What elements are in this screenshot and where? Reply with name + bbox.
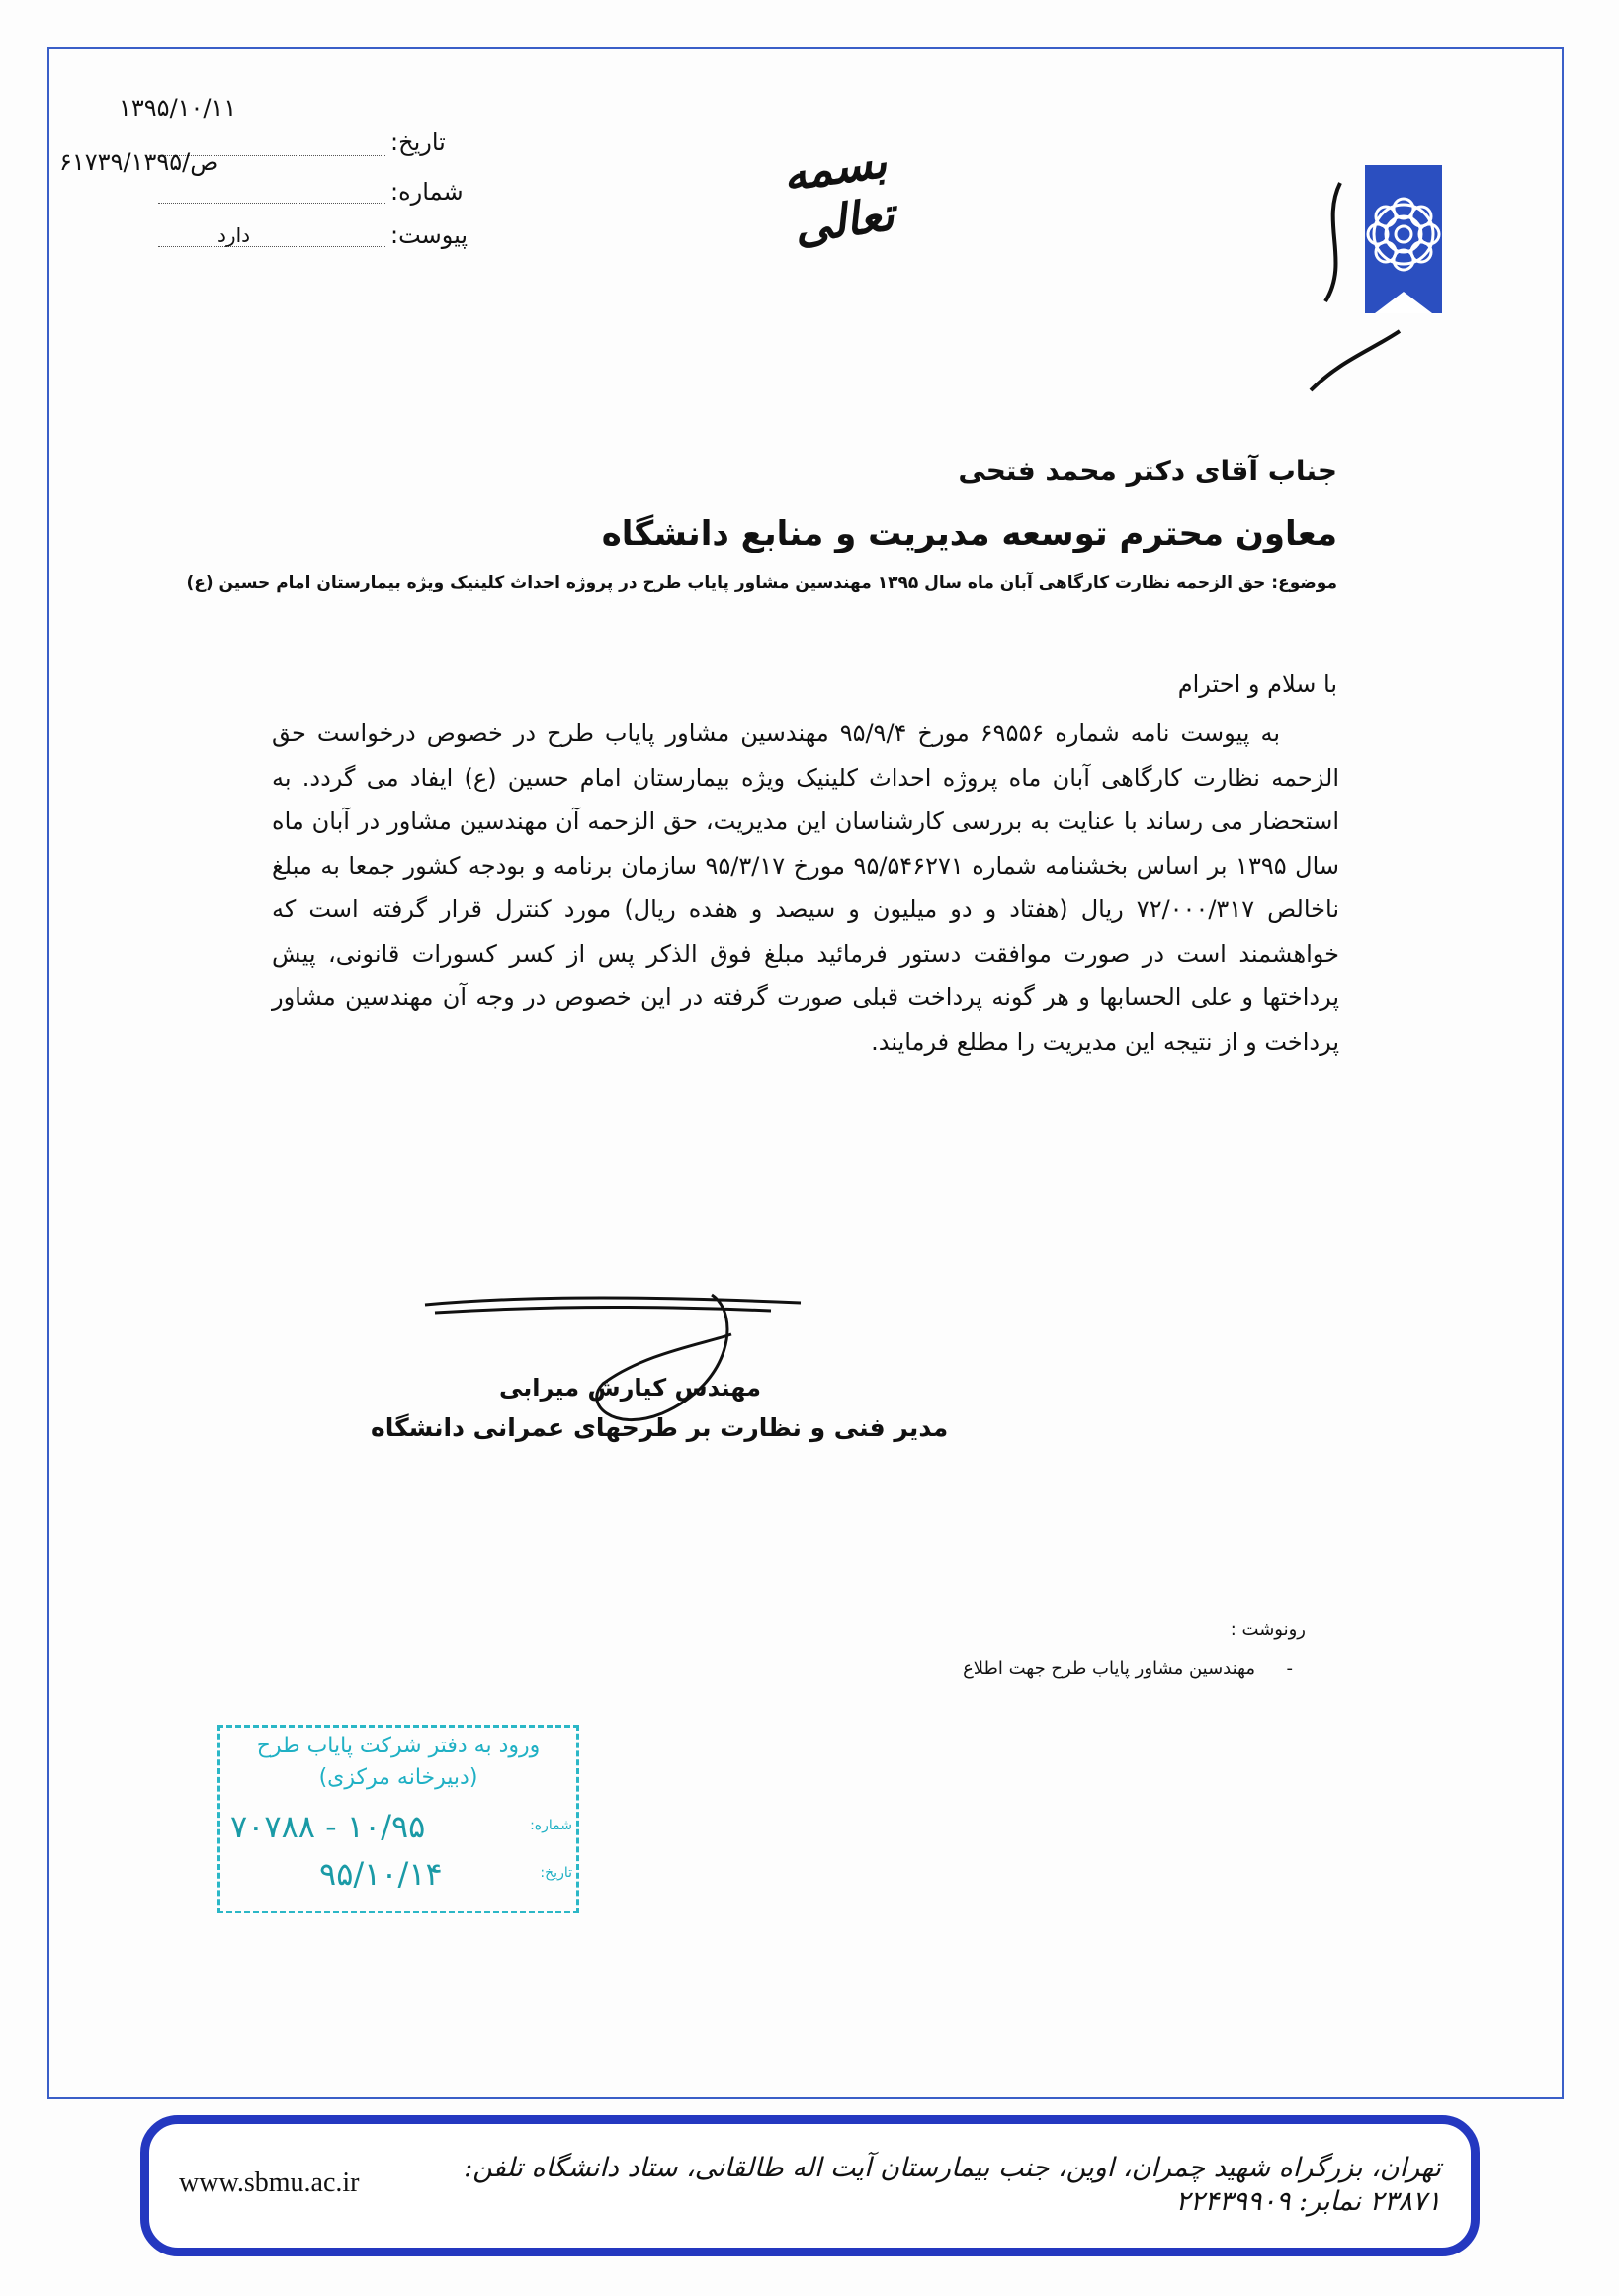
footer-box xyxy=(140,2115,1480,2256)
footer-website-link[interactable]: www.sbmu.ac.ir xyxy=(179,2168,360,2198)
stamp-number-value: ۷۰۷۸۸ - ۱۰/۹۵ xyxy=(230,1808,426,1845)
invocation: بسمه تعالی xyxy=(779,133,897,254)
attachment-value: دارد xyxy=(217,223,251,247)
attachment-label: پیوست: xyxy=(390,221,469,249)
received-stamp xyxy=(217,1725,579,1913)
number-label: شماره: xyxy=(390,178,464,206)
stamp-line2: (دبیرخانه مرکزی) xyxy=(318,1765,478,1790)
greeting: با سلام و احترام xyxy=(1177,670,1337,698)
cc-dash: - xyxy=(1286,1658,1293,1679)
handwritten-signature-icon xyxy=(415,1275,810,1433)
stamp-line1: ورود به دفتر شرکت پایاب طرح xyxy=(256,1734,541,1758)
date-label: تاریخ: xyxy=(390,128,446,156)
letter-number-value: ۶۱۷۳۹/ص/۱۳۹۵ xyxy=(59,148,219,176)
flower-emblem-icon xyxy=(1281,163,1444,405)
signatory-name: مهندس کیارش میرابی xyxy=(499,1374,761,1402)
attachment-line xyxy=(158,245,385,247)
stamp-date-value: ۹۵/۱۰/۱۴ xyxy=(319,1855,443,1893)
number-line xyxy=(158,202,385,204)
cc-label: رونوشت : xyxy=(1230,1619,1306,1640)
letter-body: به پیوست نامه شماره ۶۹۵۵۶ مورخ ۹۵/۹/۴ مهندسین مشاور پایاب طرح در خصوص درخواست حق الزحمه نظارت کارگاهی آبان ماه پروژه احداث کلینیک ویژه بیمارستان امام حسین (ع) ایفاد می گردد. به استحضار می رساند با عنایت به بررسی کارشناسان این مدیریت، حق الزحمه آن مهندسین مشاور در آبان ماه سال ۱۳۹۵ بر اساس بخشنامه شماره ۹۵/۵۴۶۲۷۱ مورخ ۹۵/۳/۱۷ سازمان برنامه و بودجه کشور جمعا به مبلغ ناخالص ۷۲/۰۰۰/۳۱۷ ریال (هفتاد و دو میلیون و سیصد و هفده ریال) مورد کنترل قرار گرفته است که خواهشمند است در صورت موافقت دستور فرمائید مبلغ فوق الذکر پس از کسر کسورات قانونی، پیش پرداختها و علی الحسابها و هر گونه پرداخت قبلی صورت گرفته در این خصوص در وجه آن مهندسین مشاور پرداخت و از نتیجه این مدیریت را مطلع فرمایند. xyxy=(272,720,1340,1056)
subject-line: موضوع: حق الزحمه نظارت کارگاهی آبان ماه سال ۱۳۹۵ مهندسین مشاور پایاب طرح در پروژه احداث کلینیک ویژه بیمارستان امام حسین (ع) xyxy=(186,573,1337,593)
handwritten-date: ۱۳۹۵/۱۰/۱۱ xyxy=(119,94,237,122)
stamp-number-label: شماره: xyxy=(530,1818,572,1833)
addressee-title: معاون محترم توسعه مدیریت و منابع دانشگاه xyxy=(601,514,1337,553)
footer-address: تهران، بزرگراه شهید چمران، اوین، جنب بیمارستان آیت اله طالقانی، ستاد دانشگاه تلفن: ۲۳۸۷۱ نمابر: ۲۲۴۳۹۹۰۹ xyxy=(464,2153,1441,2217)
signatory-role: مدیر فنی و نظارت بر طرحهای عمرانی دانشگاه xyxy=(371,1413,949,1442)
university-logo xyxy=(1281,163,1444,405)
addressee: جناب آقای دکتر محمد فتحی xyxy=(958,455,1337,487)
stamp-date-label: تاریخ: xyxy=(540,1865,572,1881)
cc-item: مهندسین مشاور پایاب طرح جهت اطلاع xyxy=(963,1658,1255,1679)
